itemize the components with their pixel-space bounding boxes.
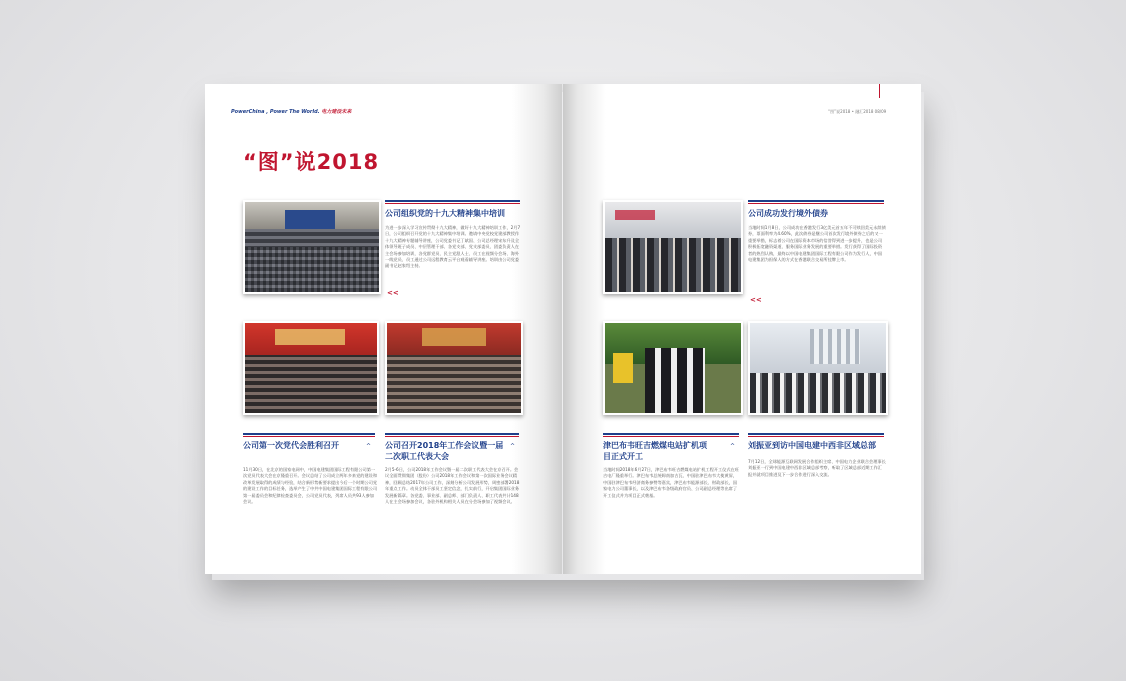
article-body-zimbabwe: 当地时间2018年6月27日，津巴布韦旺吉燃煤电站扩机工程开工仪式在旺吉电厂隆重举行。津巴布韦总统姆南加古瓦、中国驻津巴布韦大使黄屏，中国驻津巴布韦经济商务参赞等嘉宾，津巴布韦能源部长、财政部长，国家电力公司董事长，以及津巴布韦各级政府官员、公司副总经理等出席了开工仪式并为项目正式奠基。 bbox=[603, 467, 739, 498]
left-page bbox=[205, 84, 562, 574]
article-title-party-congress: 公司第一次党代会胜利召开 bbox=[243, 441, 339, 450]
back-marker: << bbox=[387, 289, 399, 297]
photo-work-conference bbox=[385, 321, 523, 415]
caret-up-icon: ^ bbox=[366, 443, 372, 450]
article-title-training: 公司组织党的十九大精神集中培训 bbox=[385, 209, 505, 218]
page-title: “图”说2018 bbox=[243, 150, 380, 174]
photo-bond-issuance bbox=[603, 200, 743, 294]
section-rule bbox=[603, 433, 739, 435]
brand-slogan-cn: 电力建设未来 bbox=[321, 109, 352, 115]
page-edge-accent bbox=[879, 84, 880, 98]
section-rule bbox=[385, 200, 520, 202]
section-rule bbox=[748, 433, 884, 435]
section-rule bbox=[385, 433, 519, 435]
photo-regional-hq bbox=[748, 321, 888, 415]
article-body-party-congress: 11月30日，在北京的国家电网中，中国电建集团国际工程有限公司第一次党员代表大会在京隆重召开。会议总结了公司成立两年多来党的建设和改革发展取得的成绩与经验，结合新形势新要求提出今后一个时期公司党的建设工作的目标任务，选举产生了中共中国电建集团国际工程有限公司第一届委员会和纪律检查委员会，公司党员代表，列席人员共93人参加会议。 bbox=[243, 467, 378, 505]
back-marker: << bbox=[750, 296, 762, 304]
caret-up-icon: ^ bbox=[510, 443, 516, 450]
article-title-bond: 公司成功发行境外债券 bbox=[748, 209, 828, 218]
article-title-liu-visit: 刘振亚到访中国电建中西非区域总部 bbox=[748, 441, 876, 450]
article-body-training: 为进一步深入学习宣传贯彻十九大精神，做好十九大精神培训工作，2月7日，公司组织召开党的十九大精神集中培训。邀请中央党校党建部教授作十九大精神专题辅导讲座，公司党委书记丁斌国、公司总经理宋东升及全体领导班子成员、中层管理干部、各党支部、党支部委员、团委负责人在主会场参加培训，各党群党员、民主党派人士、员工在视频分会场、海外一线党员、员工通过公司远程教育云平台观看辅导讲座。培训由公司党委副书记赵家绍主持。 bbox=[385, 225, 521, 269]
photo-training-hall bbox=[243, 200, 381, 294]
article-body-bond: 当地时间1月8日，公司成功在香港发行3亿美元首五年不可赎回美元永续债券，票面利率为4.60%，此次债券是继公司首次发行境外债券之后的又一重要举措，标志着公司在国际资本市场的信誉得到进一步提升，也是公司积极拓宽融资渠道、服务国际业务发展的重要举措。发行获得了国际投资者的热烈认购，最终以中国电建集团国际工程有限公司作为发行人，中国电建集团为担保人的方式在香港联合交易所挂牌上市。 bbox=[748, 225, 886, 263]
article-title-zimbabwe: 津巴布韦旺吉燃煤电站扩机项目正式开工 bbox=[603, 441, 707, 461]
section-rule bbox=[748, 200, 884, 202]
right-page bbox=[563, 84, 921, 574]
article-body-liu-visit: 7月12日，全球能源互联网发展合作组织主席、中国电力企业联合会理事长刘振亚一行到中国电建中西非区域总部考察，听取了区域总部近期工作汇报并就项目推进及下一步合作进行深入交流。 bbox=[748, 459, 886, 477]
article-body-work-conference: 2月5-6日，公司2018年工作会议暨一届二次职工代表大会在京召开。会议全面贯彻集团（股份）公司2018年工作会议和第一次国际业务会议精神，回顾总结2017年公司工作，深刻分析公司发展形势，周密部署2018年重点工作。动员全体干部员工坚定信念，扎实前行，开启集团国际业务发展新篇章。各党委、事业部、副总师、部门负责人、职工代表共计148人在主会场参加会议，各驻外机构相关人员在分会场参加了视频会议。 bbox=[385, 467, 520, 505]
brand-slogan-en: PowerChina , Power The World. bbox=[231, 109, 320, 115]
section-rule bbox=[243, 433, 375, 435]
photo-party-congress bbox=[243, 321, 379, 415]
brand-slogan bbox=[231, 108, 351, 115]
caret-up-icon: ^ bbox=[730, 443, 736, 450]
photo-zimbabwe-ceremony bbox=[603, 321, 743, 415]
article-title-work-conference: 公司召开2018年工作会议暨一届二次职工代表大会 bbox=[385, 441, 504, 461]
running-header: “图”说2018 • 融汇2018 08/09 bbox=[828, 109, 887, 114]
